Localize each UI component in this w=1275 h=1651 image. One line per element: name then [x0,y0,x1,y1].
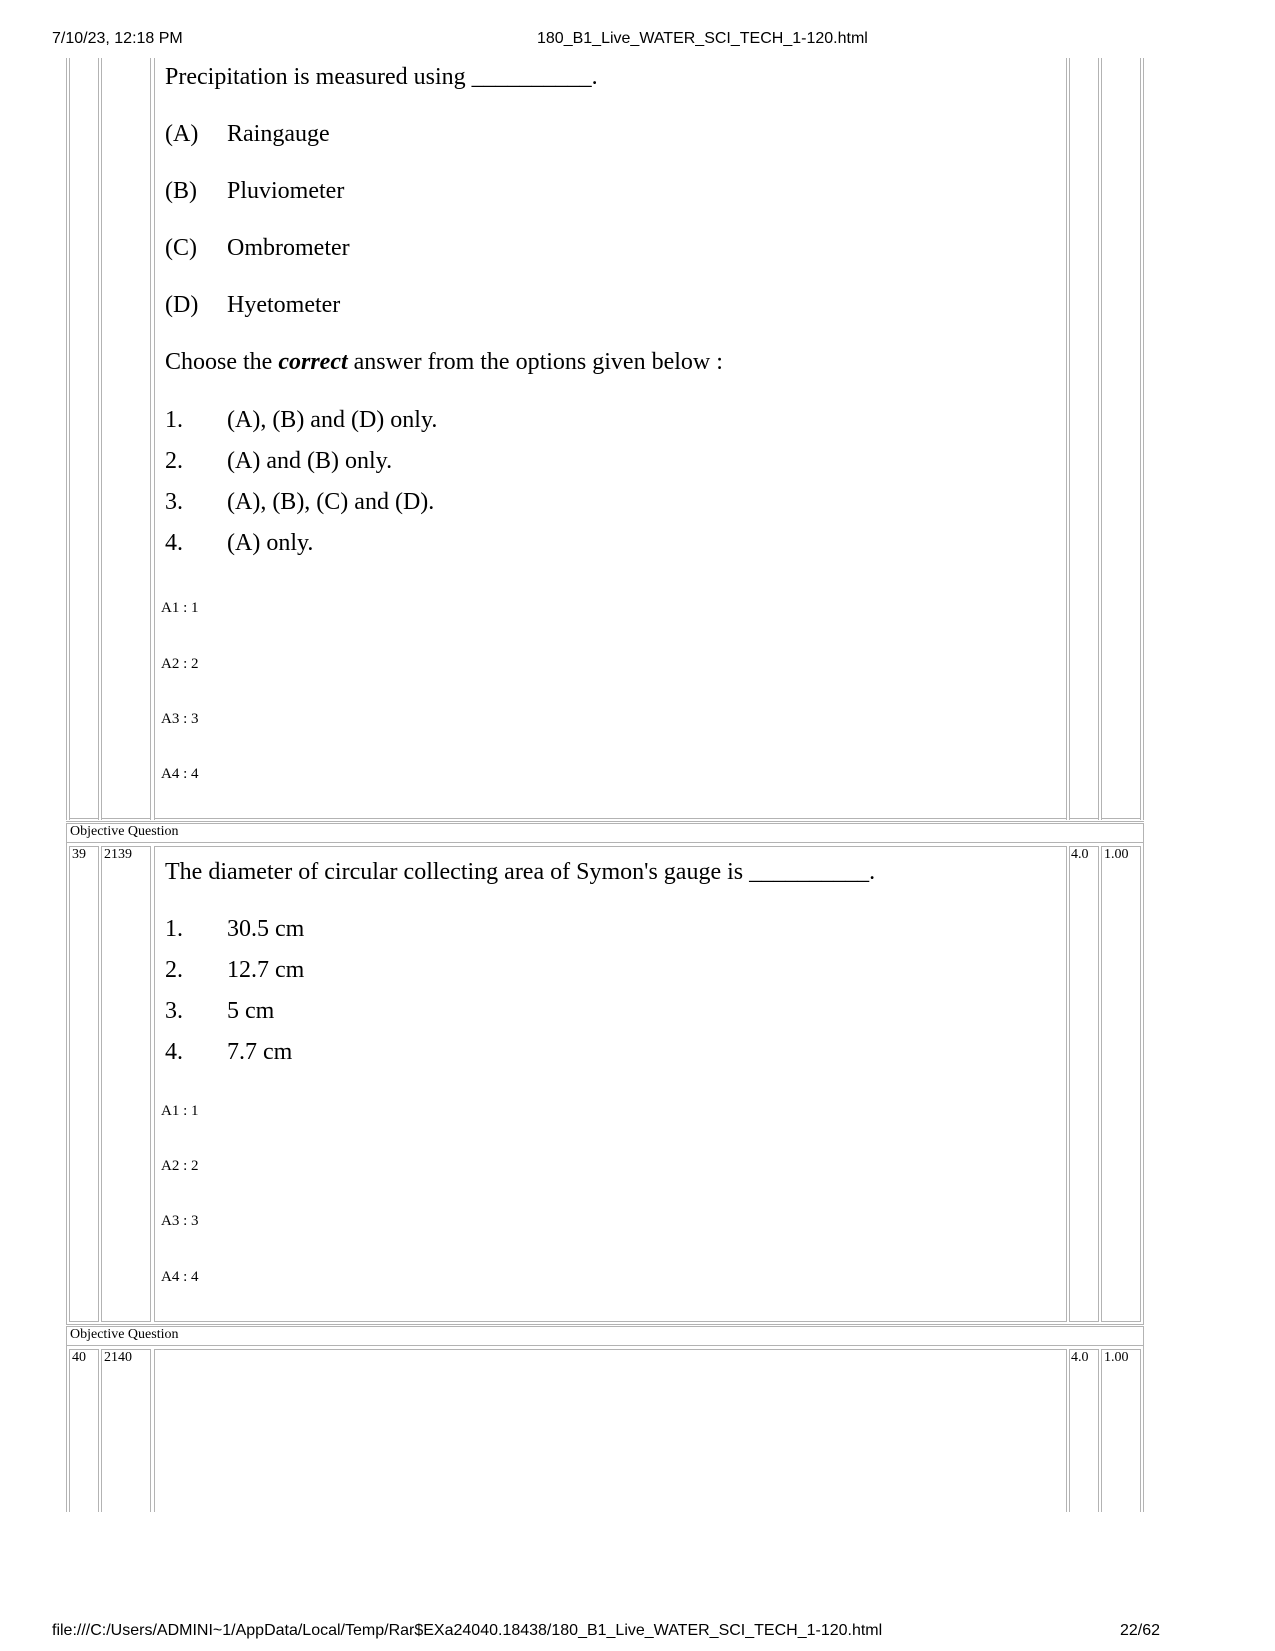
answer-key: A3 : 3 [161,1213,199,1229]
answer-key: A3 : 3 [161,711,199,727]
choice-item: 1. 30.5 cm [165,916,305,942]
negative-marks: 1.00 [1104,847,1129,862]
question-type-row [66,823,1144,843]
question-id: 2140 [104,1350,132,1365]
choice-item: 2. (A) and (B) only. [165,448,393,474]
choice-item: 2. 12.7 cm [165,957,305,983]
statement-item: (D) Hyetometer [165,292,341,318]
print-file-path: file:///C:/Users/ADMINI~1/AppData/Local/Temp/Rar$EXa24040.18438/180_B1_Live_WATER_SCI_TECH_1-120.html [52,1622,883,1639]
choice-item: 3. (A), (B), (C) and (D). [165,489,435,515]
marks: 4.0 [1071,847,1089,862]
negative-marks: 1.00 [1104,1350,1129,1365]
question-type-row [66,1326,1144,1346]
question-stem: The diameter of circular collecting area of Symon's gauge is __________. [165,859,876,885]
statement-item: (B) Pluviometer [165,178,345,204]
answer-key: A4 : 4 [161,766,199,782]
print-page-number: 22/62 [1120,1622,1161,1639]
serial-number: 39 [72,847,86,862]
marks: 4.0 [1071,1350,1089,1365]
question-stem: Precipitation is measured using __________. [165,64,598,90]
serial-number: 40 [72,1350,86,1365]
question-id: 2139 [104,847,132,862]
instruction-text: Choose the correct answer from the options given below : [165,349,723,375]
choice-item: 4. (A) only. [165,530,314,556]
answer-key: A1 : 1 [161,600,199,616]
statement-item: (A) Raingauge [165,121,330,147]
answer-key: A1 : 1 [161,1103,199,1119]
statement-item: (C) Ombrometer [165,235,350,261]
print-title: 180_B1_Live_WATER_SCI_TECH_1-120.html [537,30,868,47]
question-type-label: Objective Question [70,824,179,839]
answer-key: A2 : 2 [161,656,199,672]
answer-key: A4 : 4 [161,1269,199,1285]
choice-item: 3. 5 cm [165,998,275,1024]
print-datetime: 7/10/23, 12:18 PM [52,30,183,47]
question-type-label: Objective Question [70,1327,179,1342]
choice-item: 1. (A), (B) and (D) only. [165,407,438,433]
choice-item: 4. 7.7 cm [165,1039,293,1065]
answer-key: A2 : 2 [161,1158,199,1174]
